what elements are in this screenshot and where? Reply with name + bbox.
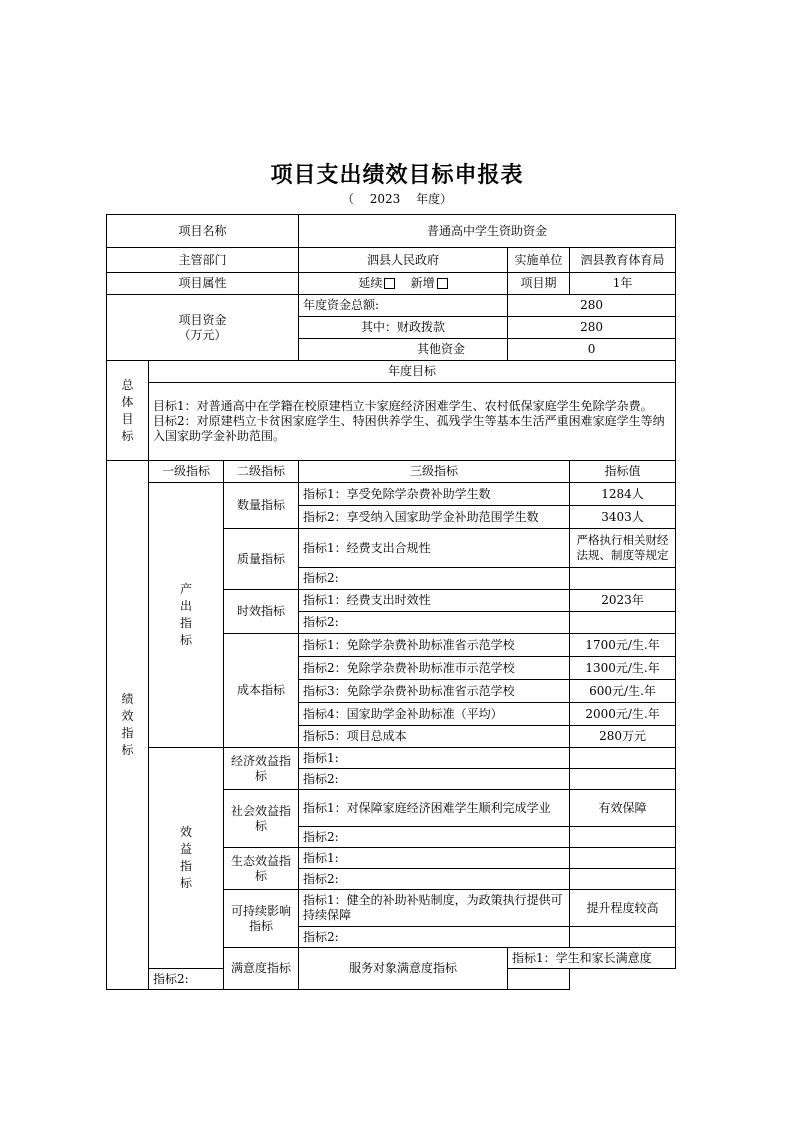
cost-indicator-2: 指标2：免除学杂费补助标准市示范学校 [299, 657, 570, 680]
timeliness-indicator-2: 指标2: [299, 612, 570, 634]
header-value: 指标值 [570, 461, 676, 483]
quality-label: 质量指标 [224, 529, 299, 590]
goal-1: 目标1：对普通高中在学籍在校原建档立卡家庭经济困难学生、农村低保家庭学生免除学杂费。 [153, 399, 653, 413]
year-line [0, 190, 794, 207]
year-open: （ [341, 192, 354, 206]
annual-goals [149, 383, 676, 461]
annual-goal-header: 年度目标 [149, 361, 676, 383]
quality-indicator-2: 指标2: [299, 568, 570, 590]
header-level2: 二级指标 [224, 461, 299, 483]
funds-total-value: 280 [508, 295, 676, 317]
social-value-2 [570, 827, 676, 848]
ecological-indicator-2: 指标2: [299, 869, 570, 890]
sustainable-value-2 [570, 927, 676, 948]
period-label: 项目期 [508, 273, 570, 295]
cost-label: 成本指标 [224, 634, 299, 748]
cost-indicator-4: 指标4：国家助学金补助标准（平均） [299, 703, 570, 726]
impl-unit-label: 实施单位 [508, 248, 570, 273]
funds-label-line1: 项目资金 [178, 312, 227, 327]
goal-2: 目标2：对原建档立卡贫困家庭学生、特困供养学生、孤残学生等基本生活严重困难家庭学生等纳入国家助学金补助范围。 [153, 414, 665, 443]
satisfaction-value-2 [508, 969, 570, 990]
quantity-value-1: 1284人 [570, 483, 676, 506]
satisfaction-indicator-1: 指标1：学生和家长满意度 [508, 948, 676, 969]
year-label: 年度） [416, 192, 453, 206]
satisfaction-sub-label: 服务对象满意度指标 [299, 948, 508, 990]
cost-value-2: 1300元/生.年 [570, 657, 676, 680]
satisfaction-label: 满意度指标 [224, 948, 299, 990]
funds-fiscal-label: 其中：财政拨款 [299, 317, 508, 339]
ecological-value-2 [570, 869, 676, 890]
department-value: 泗县人民政府 [299, 248, 508, 273]
economic-indicator-2: 指标2: [299, 769, 570, 790]
project-name-label: 项目名称 [107, 215, 299, 248]
cost-value-3: 600元/生.年 [570, 680, 676, 703]
cost-value-5: 280万元 [570, 726, 676, 748]
output-indicators-label: 产出指标 [149, 483, 224, 748]
social-value-1: 有效保障 [570, 790, 676, 827]
attribute-label: 项目属性 [107, 273, 299, 295]
ecological-indicator-1: 指标1: [299, 848, 570, 869]
sustainable-indicator-1: 指标1：健全的补助补贴制度，为政策执行提供可持续保障 [299, 890, 570, 927]
sustainable-indicator-2: 指标2: [299, 927, 570, 948]
quality-value-2 [570, 568, 676, 590]
project-name-value: 普通高中学生资助资金 [299, 215, 676, 248]
cost-indicator-5: 指标5：项目总成本 [299, 726, 570, 748]
economic-value-2 [570, 769, 676, 790]
continue-label: 延续 [358, 276, 383, 290]
quantity-value-2: 3403人 [570, 506, 676, 529]
funds-total-label: 年度资金总额: [299, 295, 508, 317]
period-value: 1年 [570, 273, 676, 295]
quality-indicator-1: 指标1：经费支出合规性 [299, 529, 570, 568]
page-title: 项目支出绩效目标申报表 [270, 162, 524, 188]
funds-label [107, 295, 299, 361]
overall-goal-label: 总体目标 [107, 361, 149, 461]
year-value: 2023 [369, 192, 401, 206]
ecological-value-1 [570, 848, 676, 869]
timeliness-value-1: 2023年 [570, 590, 676, 612]
department-label: 主管部门 [107, 248, 299, 273]
cost-value-1: 1700元/生.年 [570, 634, 676, 657]
header-level1: 一级指标 [149, 461, 224, 483]
funds-fiscal-value: 280 [508, 317, 676, 339]
social-label: 社会效益指标 [224, 790, 299, 848]
attribute-options [299, 273, 508, 295]
economic-value-1 [570, 748, 676, 769]
satisfaction-indicator-2: 指标2: [149, 969, 299, 990]
social-indicator-1: 指标1：对保障家庭经济困难学生顺利完成学业 [299, 790, 570, 827]
benefit-indicators-label: 效益指标 [149, 748, 224, 969]
new-label: 新增 [410, 276, 435, 290]
cost-indicator-3: 指标3：免除学杂费补助标准省示范学校 [299, 680, 570, 703]
ecological-label: 生态效益指标 [224, 848, 299, 890]
timeliness-value-2 [570, 612, 676, 634]
economic-label: 经济效益指标 [224, 748, 299, 790]
cost-value-4: 2000元/生.年 [570, 703, 676, 726]
funds-other-value: 0 [508, 339, 676, 361]
quantity-indicator-1: 指标1：享受免除学杂费补助学生数 [299, 483, 570, 506]
funds-other-label: 其他资金 [299, 339, 508, 361]
social-indicator-2: 指标2: [299, 827, 570, 848]
impl-unit-value: 泗县教育体育局 [570, 248, 676, 273]
cost-indicator-1: 指标1：免除学杂费补助标准省示范学校 [299, 634, 570, 657]
timeliness-indicator-1: 指标1：经费支出时效性 [299, 590, 570, 612]
economic-indicator-1: 指标1: [299, 748, 570, 769]
header-level3: 三级指标 [299, 461, 570, 483]
quantity-label: 数量指标 [224, 483, 299, 529]
continue-checkbox[interactable] [384, 278, 395, 289]
new-checkbox[interactable] [437, 278, 448, 289]
quality-value-1: 严格执行相关财经法规、制度等规定 [570, 529, 676, 568]
sustainable-value-1: 提升程度较高 [570, 890, 676, 927]
timeliness-label: 时效指标 [224, 590, 299, 634]
performance-table [106, 214, 676, 990]
funds-label-line2: （万元） [178, 327, 227, 342]
quantity-indicator-2: 指标2：享受纳入国家助学金补助范围学生数 [299, 506, 570, 529]
sustainable-label: 可持续影响指标 [224, 890, 299, 948]
performance-indicators-label: 绩效指标 [107, 461, 149, 990]
